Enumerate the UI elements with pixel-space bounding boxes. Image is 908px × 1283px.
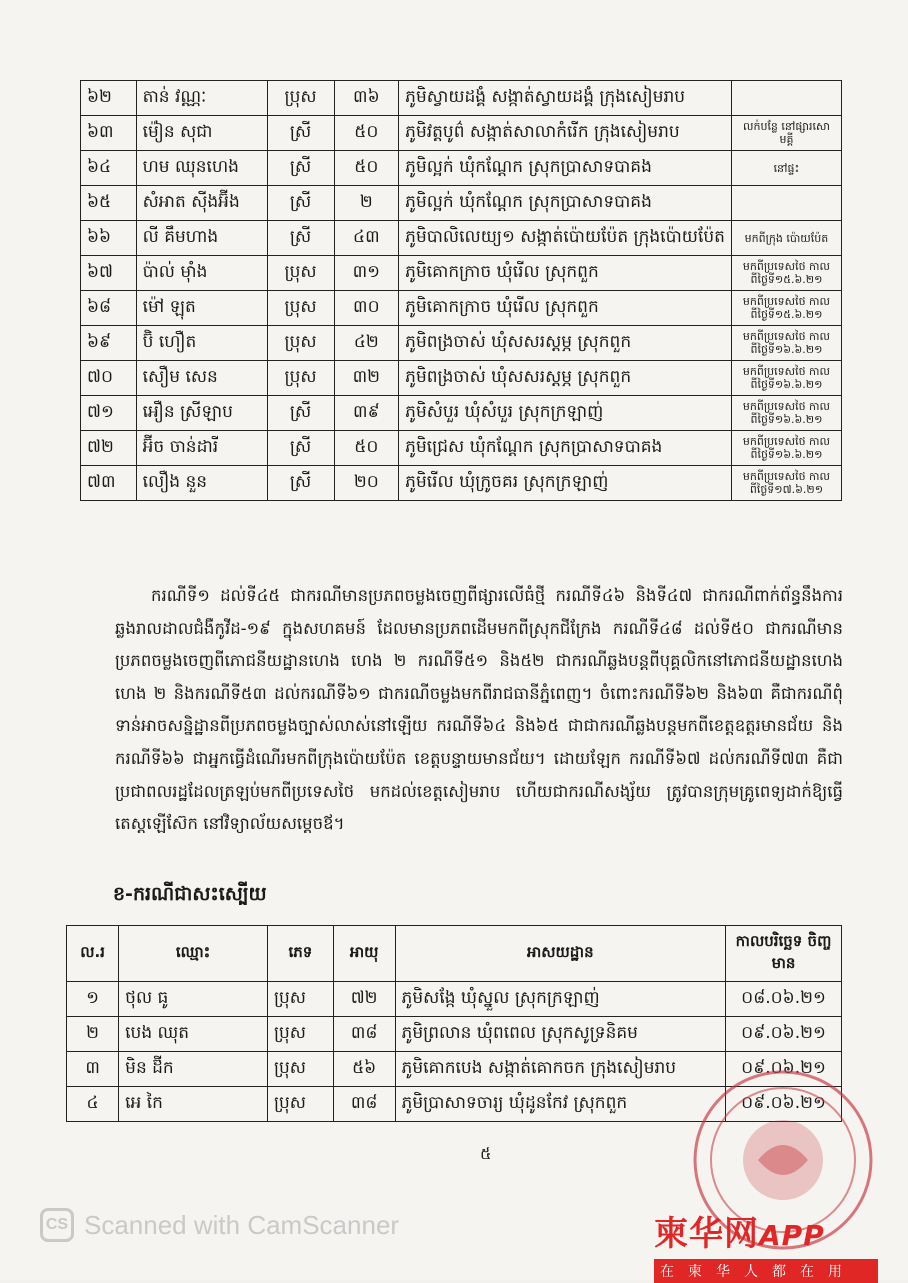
recovered-address: ភូមិគោកបេង សង្កាត់គោកចក ក្រុងសៀមរាប: [395, 1052, 725, 1087]
case-sex: ស្រី: [267, 466, 334, 501]
case-sex: ស្រី: [267, 221, 334, 256]
case-row: [81, 431, 842, 466]
case-note: មកពីប្រទេសថៃ កាល ពីថ្ងៃទី១៦.៦.២១: [731, 326, 841, 361]
recovered-date: ០៩.០៦.២១: [726, 1017, 842, 1052]
case-name: ហម ឈុនហេង: [136, 151, 267, 186]
header-no: ល.រ: [67, 926, 119, 982]
recovered-sex: ប្រុស: [267, 1087, 333, 1122]
case-row: [81, 361, 842, 396]
case-age: ៣២: [334, 361, 399, 396]
header-name: ឈ្មោះ: [119, 926, 268, 982]
case-name: អ៊ីច ចាន់ដារី: [136, 431, 267, 466]
cases-table: [80, 80, 842, 501]
case-row: [81, 256, 842, 291]
recovered-address: ភូមិប្រាសាទចារ្យ ឃុំដូនកែវ ស្រុកពួក: [395, 1087, 725, 1122]
case-address: ភូមិវត្តបូព៌ សង្កាត់សាលាកំរើក ក្រុងសៀមរាប: [399, 116, 732, 151]
case-address: ភូមិពង្រចាស់ ឃុំសសរស្តម្ភ ស្រុកពួក: [399, 326, 732, 361]
case-row: [81, 81, 842, 116]
case-sex: ស្រី: [267, 396, 334, 431]
page-number: ៥: [480, 1144, 492, 1163]
case-no: ៦៣: [81, 116, 137, 151]
case-name: សំអាត ស៊ីងអ៊ីង: [136, 186, 267, 221]
case-no: ៦៨: [81, 291, 137, 326]
case-age: ៣០: [334, 291, 399, 326]
recovered-no: ២: [67, 1017, 119, 1052]
case-note: មកពីប្រទេសថៃ កាល ពីថ្ងៃទី១៦.៦.២១: [731, 361, 841, 396]
case-age: ៣៦: [334, 81, 399, 116]
case-name: សឿម សេន: [136, 361, 267, 396]
case-row: [81, 221, 842, 256]
case-sex: ប្រុស: [267, 291, 334, 326]
case-row: [81, 396, 842, 431]
case-note: [731, 81, 841, 116]
recovered-row: [67, 1017, 842, 1052]
case-name: ម៉ៀន សុជា: [136, 116, 267, 151]
case-note: មកពីប្រទេសថៃ កាល ពីថ្ងៃទី១៥.៦.២១: [731, 256, 841, 291]
header-date: កាលបរិច្ឆេទ ចិញ្ចមាន: [726, 926, 842, 982]
recovered-age: ៧២: [333, 982, 395, 1017]
case-name: លឿង នួន: [136, 466, 267, 501]
case-name: ម៉ៅ ឡុត: [136, 291, 267, 326]
case-note: មកពីប្រទេសថៃ កាល ពីថ្ងៃទី១៧.៦.២១: [731, 466, 841, 501]
case-name: លី គឹមហាង: [136, 221, 267, 256]
recovered-no: ៤: [67, 1087, 119, 1122]
case-no: ៦៩: [81, 326, 137, 361]
brand-name: 柬华网: [654, 1214, 759, 1254]
case-address: ភូមិល្អក់ ឃុំកណ្តែក ស្រុកប្រាសាទបាគង: [399, 186, 732, 221]
recovered-name: បេង ឈុត: [119, 1017, 268, 1052]
case-address: ភូមិស្វាយដង្គំ សង្កាត់ស្វាយដង្គំ ក្រុងសៀមរាប: [399, 81, 732, 116]
case-address: ភូមិបាលិលេយ្យ១ សង្កាត់ប៉ោយប៉ែត ក្រុងប៉ោយប៉ែត: [399, 221, 732, 256]
case-age: ៤៣: [334, 221, 399, 256]
case-age: ៥០: [334, 116, 399, 151]
brand-app: APP: [759, 1219, 825, 1252]
recovered-name: ថុល ធូ: [119, 982, 268, 1017]
case-row: [81, 466, 842, 501]
recovered-address: ភូមិព្រលាន ឃុំពពេល ស្រុកសូទ្រនិគម: [395, 1017, 725, 1052]
recovered-address: ភូមិសង្កែ ឃុំស្នួល ស្រុកក្រឡាញ់: [395, 982, 725, 1017]
case-row: [81, 186, 842, 221]
case-row: [81, 116, 842, 151]
case-age: ២: [334, 186, 399, 221]
recovered-age: ៣៨: [333, 1087, 395, 1122]
recovered-name: មិន ដ៊ីក: [119, 1052, 268, 1087]
recovered-name: អេ កៃ: [119, 1087, 268, 1122]
case-no: ៦៧: [81, 256, 137, 291]
case-age: ៣១: [334, 256, 399, 291]
case-sex: ប្រុស: [267, 361, 334, 396]
recovered-row: [67, 982, 842, 1017]
case-address: ភូមិល្អក់ ឃុំកណ្តែក ស្រុកប្រាសាទបាគង: [399, 151, 732, 186]
case-name: ប៉ាល់ ម៉ាំង: [136, 256, 267, 291]
recovered-age: ៣៨: [333, 1017, 395, 1052]
case-row: [81, 151, 842, 186]
camscanner-label: Scanned with CamScanner: [84, 1209, 400, 1240]
case-age: ៥០: [334, 431, 399, 466]
case-no: ៦៦: [81, 221, 137, 256]
recovered-age: ៥៦: [333, 1052, 395, 1087]
header-age: អាយុ: [333, 926, 395, 982]
case-age: ៤២: [334, 326, 399, 361]
recovered-no: ៣: [67, 1052, 119, 1087]
camscanner-logo-icon: CS: [40, 1208, 74, 1242]
case-address: ភូមិគោកក្រាច ឃុំរើល ស្រុកពួក: [399, 256, 732, 291]
case-address: ភូមិពង្រចាស់ ឃុំសសរស្តម្ភ ស្រុកពួក: [399, 361, 732, 396]
case-address: ភូមិគោកក្រាច ឃុំរើល ស្រុកពួក: [399, 291, 732, 326]
case-row: [81, 291, 842, 326]
summary-paragraph: [115, 580, 843, 841]
case-sex: ប្រុស: [267, 326, 334, 361]
summary-text: ករណីទី១ ដល់ទី៤៥ ជាករណីមានប្រភពចម្លងចេញពីផ្សារលើធំថ្មី ករណីទី៤៦ និងទី៤៧ ជាករណីពាក់ព័ន្ធនឹងការឆ្លងរាលដាលជំងឺកូវីដ-១៩ ក្នុងសហគមន៍ ដែលមានប្រភពដើមមកពីស្រុកជីក្រែង ករណីទី៤៨ ដល់ទី៥០ ជាករណីមានប្រភពចម្លងចេញពីភោជនីយដ្ឋានហេង ហេង ២ ករណីទី៥១ និង៥២ ជាករណីឆ្លងបន្តពីបុគ្គលិកនៅភោជនីយដ្ឋានហេង ហេង ២ និងករណីទី៥៣ ដល់ករណីទី៦១ ជាករណីចម្លងមកពីរាជធានីភ្នំពេញ។ ចំពោះករណីទី៦២ និង៦៣ គឺជាករណីពុំទាន់អាចសន្និដ្ឋានពីប្រភពចម្លងច្បាស់លាស់នៅឡើយ ករណីទី៦៤ និង៦៥ ជាជាករណីឆ្លងបន្តមកពីខេត្តឧត្តរមានជ័យ និងករណីទី៦៦ ជាអ្នកធ្វើដំណើរមកពីក្រុងប៉ោយប៉ែត ខេត្តបន្ទាយមានជ័យ។ ដោយឡែក ករណីទី៦៧ ដល់ករណីទី៧៣ គឺជាប្រជាពលរដ្ឋដែលត្រឡប់មកពីប្រទេសថៃ មកដល់ខេត្តសៀមរាប ហើយជាករណីសង្ស័យ ត្រូវបានក្រុមគ្រូពេទ្យដាក់ឱ្យធ្វើតេស្តឡើស៊ែក នៅវិទ្យាល័យសម្តេចឪ។: [115, 586, 843, 834]
recovered-no: ១: [67, 982, 119, 1017]
case-note: មកពីប្រទេសថៃ កាល ពីថ្ងៃទី១៦.៦.២១: [731, 431, 841, 466]
case-no: ៧៣: [81, 466, 137, 501]
case-sex: ស្រី: [267, 186, 334, 221]
brand-watermark: [654, 1206, 904, 1283]
case-age: ២០: [334, 466, 399, 501]
header-address: អាសយដ្ឋាន: [395, 926, 725, 982]
recovered-sex: ប្រុស: [267, 982, 333, 1017]
case-sex: ស្រី: [267, 151, 334, 186]
case-note: នៅផ្ទះ: [731, 151, 841, 186]
case-no: ៦២: [81, 81, 137, 116]
case-name: តាន់ វណ្ណៈ: [136, 81, 267, 116]
case-note: មកពីក្រុង ប៉ោយប៉ែត: [731, 221, 841, 256]
case-no: ៧១: [81, 396, 137, 431]
recovered-date: ០៨.០៦.២១: [726, 982, 842, 1017]
case-no: ៦៤: [81, 151, 137, 186]
case-sex: ប្រុស: [267, 256, 334, 291]
case-no: ៧០: [81, 361, 137, 396]
case-note: លក់បន្លែ នៅផ្សារសោមគ្គី: [731, 116, 841, 151]
recovered-date: ០៩.០៦.២១: [726, 1087, 842, 1122]
case-note: មកពីប្រទេសថៃ កាល ពីថ្ងៃទី១៦.៦.២១: [731, 396, 841, 431]
case-note: [731, 186, 841, 221]
camscanner-watermark: [40, 1208, 399, 1242]
case-name: ប៊ិ ហឿត: [136, 326, 267, 361]
case-note: មកពីប្រទេសថៃ កាល ពីថ្ងៃទី១៥.៦.២១: [731, 291, 841, 326]
recovered-sex: ប្រុស: [267, 1017, 333, 1052]
case-sex: ស្រី: [267, 431, 334, 466]
case-address: ភូមិរើល ឃុំក្រូចគរ ស្រុកក្រឡាញ់: [399, 466, 732, 501]
section-heading: ខ-ករណីជាសះស្បើយ: [113, 883, 267, 905]
case-address: ភូមិសំបួរ ឃុំសំបួរ ស្រុកក្រឡាញ់: [399, 396, 732, 431]
header-sex: ភេទ: [267, 926, 333, 982]
case-row: [81, 326, 842, 361]
recovered-date: ០៩.០៦.២១: [726, 1052, 842, 1087]
case-sex: ស្រី: [267, 116, 334, 151]
case-age: ៣៩: [334, 396, 399, 431]
recovered-header-row: [67, 926, 842, 982]
case-no: ៧២: [81, 431, 137, 466]
brand-tagline: 在柬华人都在用: [654, 1259, 878, 1283]
recovered-sex: ប្រុស: [267, 1052, 333, 1087]
case-age: ៥០: [334, 151, 399, 186]
case-sex: ប្រុស: [267, 81, 334, 116]
case-address: ភូមិជ្រេស ឃុំកណ្តែក ស្រុកប្រាសាទបាគង: [399, 431, 732, 466]
case-no: ៦៥: [81, 186, 137, 221]
case-name: អឿន ស្រីឡាប: [136, 396, 267, 431]
